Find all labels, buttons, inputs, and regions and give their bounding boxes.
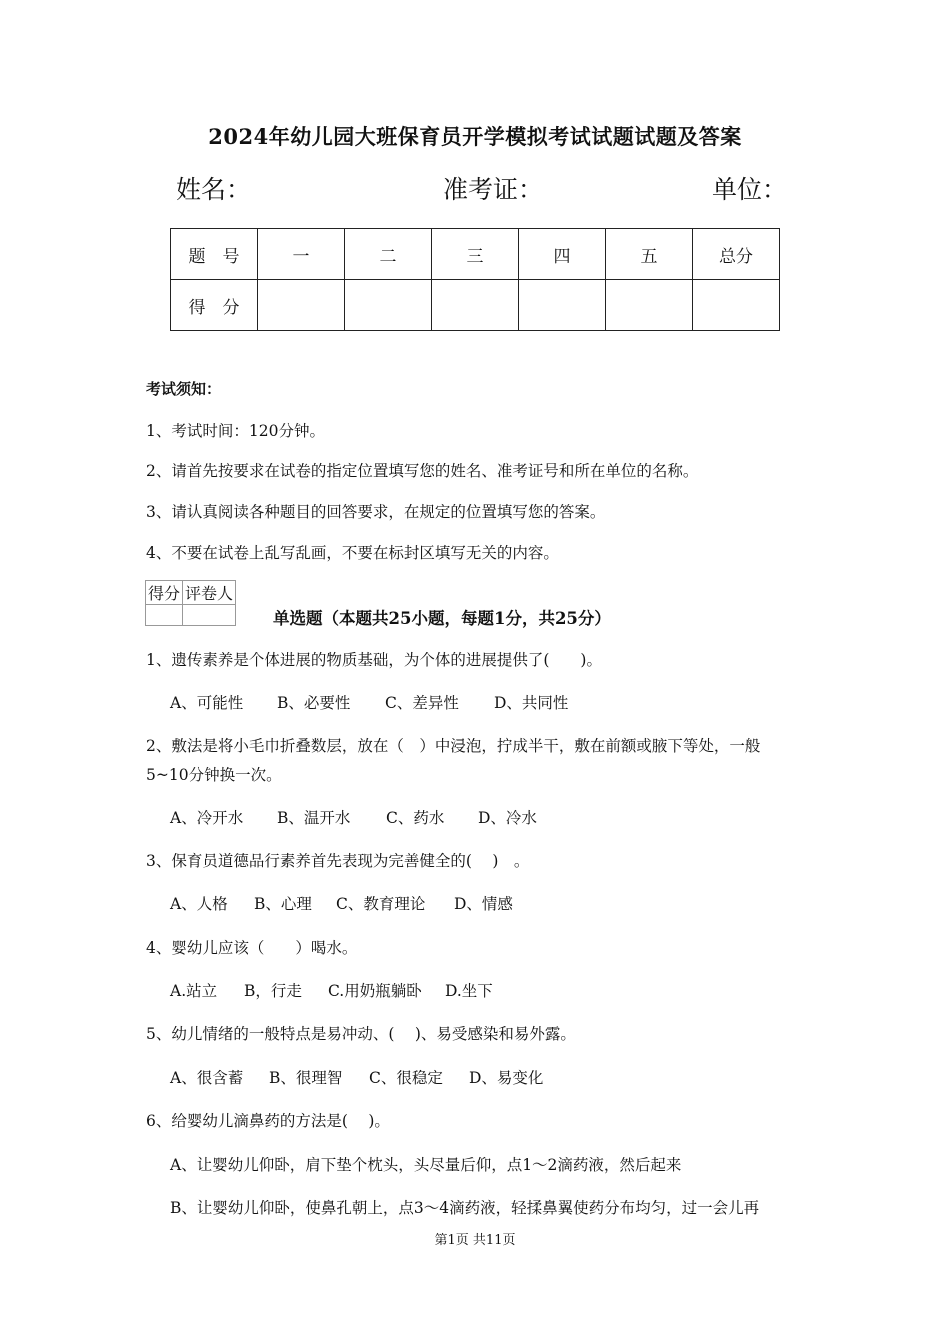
question-2: 2、敷法是将小毛巾折叠数层，放在（ ）中浸泡，拧成半干，敷在前额或腋下等处，一般: [146, 737, 761, 755]
option: A.站立: [170, 982, 218, 1000]
option: C、药水: [386, 809, 445, 827]
score-table-header-row: [171, 229, 780, 280]
grader-reviewer-label: 评卷人: [183, 581, 236, 605]
score-table: [170, 228, 780, 331]
option: D.坐下: [445, 982, 493, 1000]
option: A、很含蓄: [170, 1069, 244, 1087]
option: C、教育理论: [336, 895, 426, 913]
option: B、温开水: [277, 809, 351, 827]
section-title: 单选题（本题共25小题，每题1分，共25分）: [273, 609, 611, 628]
score-table-score-row: [171, 280, 780, 331]
score-table-header-cell: 五: [606, 229, 693, 280]
question-3: 3、保育员道德品行素养首先表现为完善健全的( ) 。: [146, 852, 530, 870]
option: B，行走: [244, 982, 302, 1000]
grader-score-cell: [146, 605, 183, 626]
notice-heading: 考试须知：: [146, 380, 222, 398]
question-6-option-b: B、让婴幼儿仰卧，使鼻孔朝上，点3～4滴药液，轻揉鼻翼使药分布均匀，过一会儿再: [170, 1199, 760, 1217]
option: C、差异性: [385, 694, 459, 712]
question-6-option-a: A、让婴幼儿仰卧，肩下垫个枕头，头尽量后仰，点1～2滴药液，然后起来: [170, 1156, 682, 1174]
score-table-header-cell: 四: [519, 229, 606, 280]
question-4: 4、婴幼儿应该（ ）喝水。: [146, 939, 358, 957]
score-cell: [693, 280, 780, 331]
score-table-header-cell: 二: [345, 229, 432, 280]
score-cell: [519, 280, 606, 331]
grader-box: [145, 580, 236, 626]
option: D、情感: [454, 895, 513, 913]
score-table-header-cell: 题 号: [171, 229, 258, 280]
score-cell: [345, 280, 432, 331]
option: D、易变化: [469, 1069, 544, 1087]
question-5: 5、幼儿情绪的一般特点是易冲动、( )、易受感染和易外露。: [146, 1025, 576, 1043]
unit-field-label: 单位：: [712, 175, 788, 204]
question-3-options: [170, 892, 513, 914]
option: B、必要性: [277, 694, 351, 712]
notice-item: 2、请首先按要求在试卷的指定位置填写您的姓名、准考证号和所在单位的名称。: [146, 462, 699, 480]
notice-item: 3、请认真阅读各种题目的回答要求，在规定的位置填写您的答案。: [146, 503, 606, 521]
option: D、共同性: [494, 694, 569, 712]
score-cell: [606, 280, 693, 331]
option: A、冷开水: [170, 809, 244, 827]
question-1-options: [170, 691, 568, 713]
grader-reviewer-cell: [183, 605, 236, 626]
question-4-options: [170, 979, 493, 1001]
option: A、可能性: [170, 694, 244, 712]
question-6: 6、给婴幼儿滴鼻药的方法是( )。: [146, 1112, 390, 1130]
question-5-options: [170, 1066, 543, 1088]
option: C、很稳定: [369, 1069, 443, 1087]
option: D、冷水: [478, 809, 537, 827]
score-row-label: 得 分: [171, 280, 258, 331]
grader-score-label: 得分: [146, 581, 183, 605]
score-table-header-cell: 三: [432, 229, 519, 280]
score-table-header-cell: 总分: [693, 229, 780, 280]
question-2-options: [170, 806, 537, 828]
option: C.用奶瓶躺卧: [328, 982, 422, 1000]
option: B、很理智: [269, 1069, 343, 1087]
exam-id-field-label: 准考证：: [443, 175, 544, 204]
question-1: 1、遗传素养是个体进展的物质基础，为个体的进展提供了( )。: [146, 651, 602, 669]
score-cell: [258, 280, 345, 331]
option: B、心理: [254, 895, 312, 913]
name-field-label: 姓名：: [176, 175, 252, 204]
score-cell: [432, 280, 519, 331]
notice-item: 1、考试时间：120分钟。: [146, 422, 325, 440]
notice-item: 4、不要在试卷上乱写乱画，不要在标封区填写无关的内容。: [146, 544, 559, 562]
score-table-header-cell: 一: [258, 229, 345, 280]
question-2-cont: 5~10分钟换一次。: [146, 766, 282, 784]
page-footer: 第1页 共11页: [434, 1233, 516, 1248]
option: A、人格: [170, 895, 228, 913]
page-title: 2024年幼儿园大班保育员开学模拟考试试题试题及答案: [208, 124, 742, 149]
